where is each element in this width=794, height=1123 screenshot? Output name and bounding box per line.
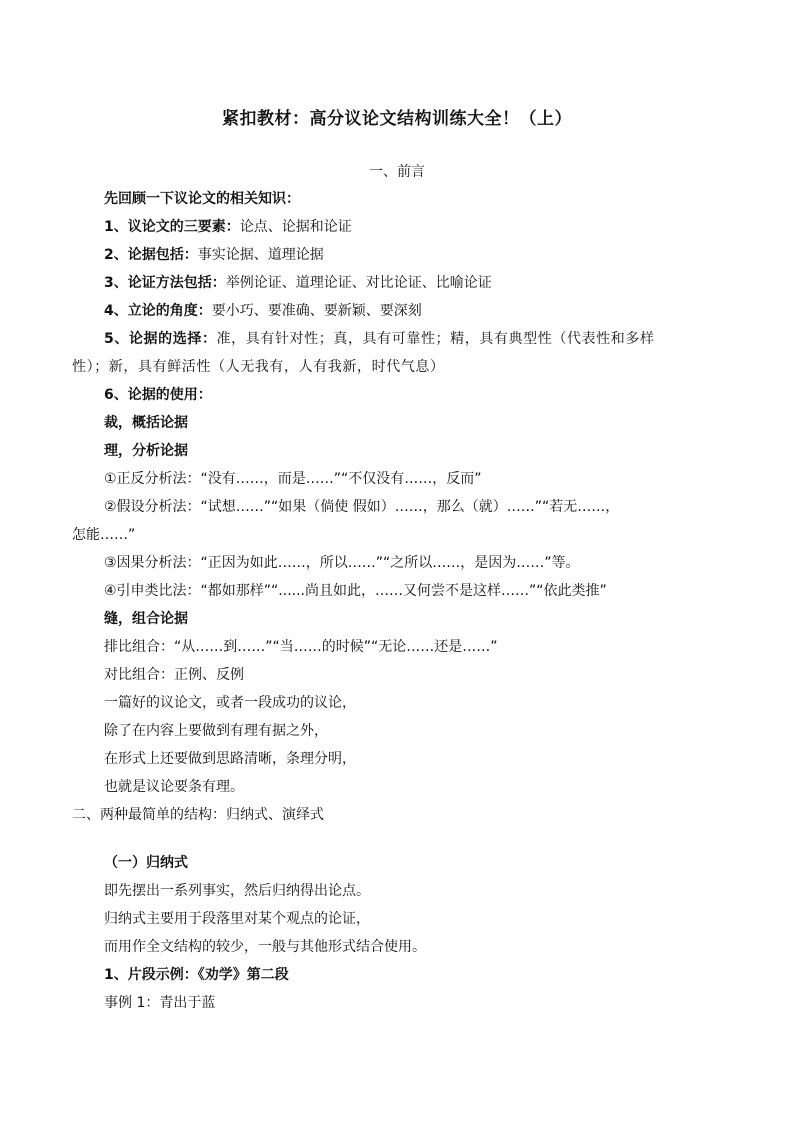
example-heading: 1、片段示例：《劝学》第二段 [104, 967, 289, 983]
induct-line-2: 归纳式主要用于段落里对某个观点的论证， [104, 911, 370, 927]
item-1-label: 1、议论文的三要素： [104, 219, 240, 235]
para-line-4: 也就是议论要条有理。 [104, 779, 244, 795]
example-1: 事例 1：青出于蓝 [104, 995, 216, 1011]
document-title: 紧扣教材：高分议论文结构训练大全！（上） [222, 109, 572, 129]
item-5-continued: 性）；新，具有鲜活性（人无我有，人有我新，时代气息） [72, 359, 445, 375]
intro-line: 先回顾一下议论文的相关知识： [104, 191, 300, 207]
para-line-2: 除了在内容上要做到有理有据之外， [104, 723, 328, 739]
preface-heading: 一、前言 [369, 164, 425, 180]
para-line-3: 在形式上还要做到思路清晰，条理分明， [104, 751, 356, 767]
combo-1: 排比组合：“从……到……”“当……的时候”“无论……还是……” [104, 639, 498, 655]
item-1 [104, 217, 352, 237]
li-heading: 理，分析论据 [104, 443, 188, 459]
feng-heading: 缝，组合论据 [104, 611, 188, 627]
item-3-label: 3、论证方法包括： [104, 275, 226, 291]
analysis-1: ①正反分析法：“没有……，而是……”“不仅没有……，反而” [104, 471, 482, 487]
item-2-text: 事实论据、道理论据 [197, 247, 324, 263]
item-3 [104, 273, 492, 293]
item-4-text: 要小巧、要准确、要新颖、要深刻 [211, 303, 422, 319]
item-1-text: 论点、论据和论证 [239, 219, 352, 235]
item-2 [104, 245, 324, 265]
analysis-4: ④引申类比法：“都如那样”“......尚且如此，……又何尝不是这样……”“依此类推” [104, 583, 607, 599]
item-5-label: 5、论据的选择： [104, 331, 217, 347]
item-3-text: 举例论证、道理论证、对比论证、比喻论证 [225, 275, 492, 291]
analysis-2-continued: 怎能……” [72, 527, 136, 543]
item-4 [104, 301, 422, 321]
item-5-text: 准，具有针对性；真，具有可靠性；精，具有典型性（代表性和多样 [216, 331, 655, 347]
cai-heading: 裁，概括论据 [104, 415, 188, 431]
analysis-2: ②假设分析法：“试想……”“如果（倘使 假如）……，那么（就）……”“若无……， [104, 499, 620, 515]
item-2-label: 2、论据包括： [104, 247, 198, 263]
item-6: 6、论据的使用： [104, 387, 212, 403]
subsection-1-heading: （一）归纳式 [104, 855, 188, 871]
item-5 [104, 329, 655, 349]
induct-line-1: 即先摆出一系列事实，然后归纳得出论点。 [104, 883, 370, 899]
analysis-3: ③因果分析法：“正因为如此……，所以……”“之所以……，是因为……”等。 [104, 555, 580, 571]
induct-line-3: 而用作全文结构的较少，一般与其他形式结合使用。 [104, 939, 426, 955]
section-2-heading: 二、两种最简单的结构：归纳式、演绎式 [72, 807, 324, 823]
combo-2: 对比组合：正例、反例 [104, 667, 244, 683]
para-line-1: 一篇好的议论文，或者一段成功的议论， [104, 695, 356, 711]
item-4-label: 4、立论的角度： [104, 303, 212, 319]
